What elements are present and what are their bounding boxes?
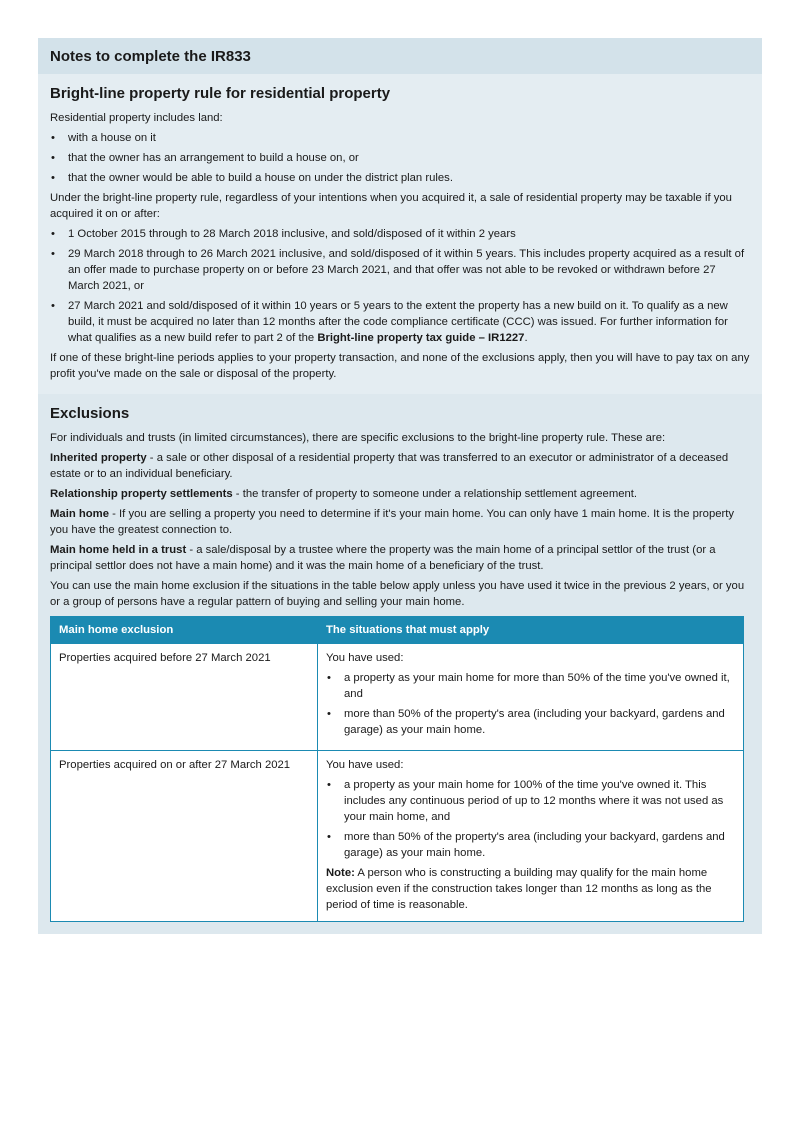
list-item: • with a house on it: [50, 130, 750, 146]
exclusions-section: [38, 394, 762, 934]
paragraph: Residential property includes land:: [50, 112, 223, 124]
item-text: 27 March 2021 and sold/disposed of it within 10 years or 5 years to the extent the property has a new build on it. To qualify as a new build, it must be acquired no later than 12 months after the code compliance certificate (CCC) was issued. For further information for what qualifies as a new build refer to part 2 of the: [68, 300, 728, 344]
situation-list: [326, 777, 735, 861]
list-item: • a property as your main home for more than 50% of the time you've owned it, and: [326, 670, 735, 702]
paragraph: You can use the main home exclusion if the situations in the table below apply unless you have used it twice in the previous 2 years, or you or a group of persons have a regular pattern of buying and selling your main home.: [50, 580, 745, 608]
cell-lead: You have used:: [326, 759, 404, 771]
list-item: • that the owner would be able to build a house on under the district plan rules.: [50, 170, 750, 186]
paragraph: Under the bright-line property rule, regardless of your intentions when you acquired it, a sale of residential property may be taxable if you acquired it on or after:: [50, 192, 732, 220]
exclusion-item: [50, 542, 750, 574]
cell-lead: You have used:: [326, 652, 404, 664]
term: Inherited property: [50, 452, 147, 464]
definition: - If you are selling a property you need to determine if it's your main home. You can only have 1 main home. It is the property you have the greatest connection to.: [50, 508, 735, 536]
section-heading: Bright-line property rule for residential property: [50, 85, 391, 102]
note-text: A person who is constructing a building may qualify for the main home exclusion even if the construction takes longer than 12 months as long as the period of time is reasonable.: [326, 867, 712, 911]
table-cell: [318, 751, 744, 922]
column-header: Main home exclusion: [51, 617, 318, 644]
notes-panel: [38, 38, 762, 934]
column-header: The situations that must apply: [318, 617, 744, 644]
table-header: [51, 617, 744, 644]
table-row: [51, 751, 744, 922]
note-label: Note:: [326, 867, 355, 879]
table-cell: [318, 644, 744, 751]
bright-line-section: [38, 74, 762, 394]
cell-note: [326, 865, 735, 913]
list-item: • 27 March 2021 and sold/disposed of it within 10 years or 5 years to the extent the property has a new build on it. To qualify as a new build, it must be acquired no later than 12 months after the code compliance certificate (CCC) was issued. For further information for what qualifies as a new build refer to part 2 of the Bright-line property tax guide – IR1227.: [50, 298, 750, 346]
exclusion-item: [50, 506, 750, 538]
term: Main home: [50, 508, 109, 520]
table-row: [51, 644, 744, 751]
list-item: • more than 50% of the property's area (including your backyard, gardens and garage) as your main home.: [326, 829, 735, 861]
guide-reference: Bright-line property tax guide – IR1227: [317, 332, 525, 344]
definition: - the transfer of property to someone under a relationship settlement agreement.: [232, 488, 638, 500]
table-cell: Properties acquired on or after 27 March 2021: [51, 751, 318, 922]
exclusion-item: [50, 486, 750, 502]
paragraph: If one of these bright-line periods applies to your property transaction, and none of the exclusions apply, then you will have to pay tax on any profit you've made on the sale or disposal of the property.: [50, 352, 750, 380]
section-heading: Exclusions: [50, 405, 130, 422]
list-item: • a property as your main home for 100% of the time you've owned it. This includes any continuous period of up to 12 months where it was not used as your main home, and: [326, 777, 735, 825]
definition: - a sale/disposal by a trustee where the property was the main home of a principal settlor of the trust (or a principal settlor does not have a main home) and it was the main home of a beneficiary of the trust.: [50, 544, 716, 572]
main-home-table: [50, 616, 744, 922]
term: Main home held in a trust: [50, 544, 187, 556]
list-item: • more than 50% of the property's area (including your backyard, gardens and garage) as your main home.: [326, 706, 735, 738]
definition: - a sale or other disposal of a residential property that was transferred to an executor or administrator of a deceased estate or to an individual beneficiary.: [50, 452, 729, 480]
list-item: • 1 October 2015 through to 28 March 2018 inclusive, and sold/disposed of it within 2 years: [50, 226, 750, 242]
page-title: Notes to complete the IR833: [38, 38, 762, 74]
period-list: [50, 226, 750, 346]
list-item: • 29 March 2018 through to 26 March 2021 inclusive, and sold/disposed of it within 5 years. This includes property acquired as a result of an offer made to purchase property on or before 23 March 2021, and that offer was not able to be revoked or withdrawn before 27 March 2021, or: [50, 246, 750, 294]
table-cell: Properties acquired before 27 March 2021: [51, 644, 318, 751]
term: Relationship property settlements: [50, 488, 233, 500]
situation-list: [326, 670, 735, 738]
exclusion-item: [50, 450, 750, 482]
list-item: • that the owner has an arrangement to build a house on, or: [50, 150, 750, 166]
paragraph: For individuals and trusts (in limited circumstances), there are specific exclusions to the bright-line property rule. These are:: [50, 432, 666, 444]
land-list: [50, 130, 750, 186]
